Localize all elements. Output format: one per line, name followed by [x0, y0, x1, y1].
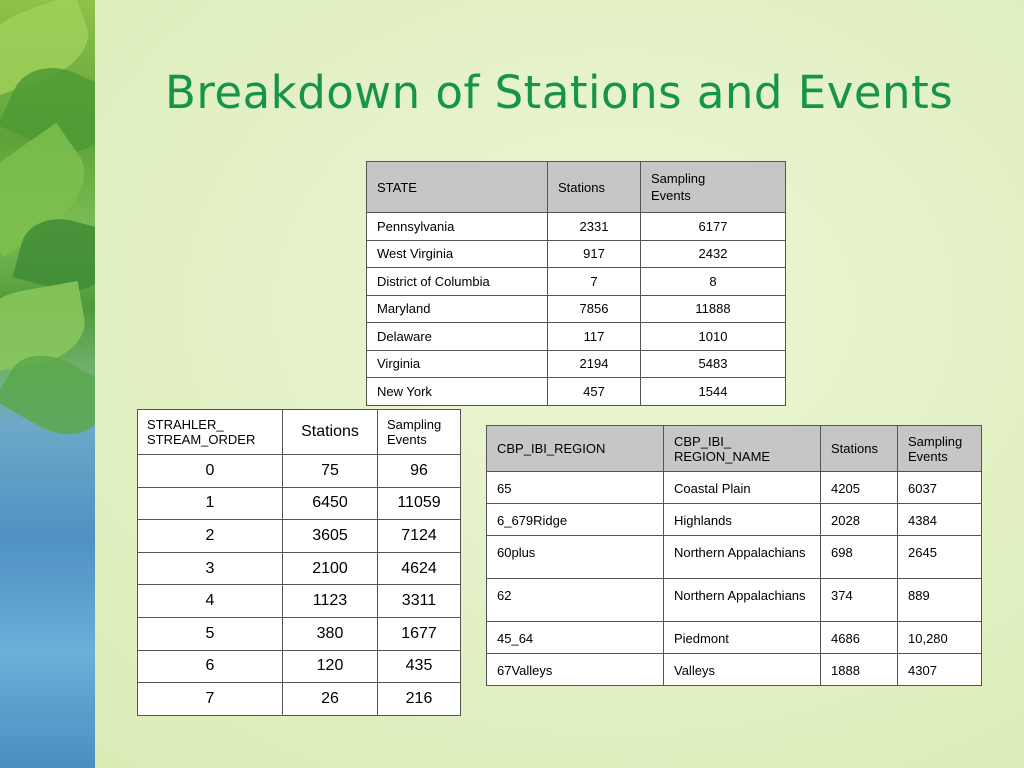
state-table	[366, 161, 786, 406]
order-cell: 3	[138, 552, 283, 585]
events-cell: 1677	[378, 617, 461, 650]
table-row	[138, 520, 461, 553]
region-name-cell: Northern Appalachians	[664, 536, 821, 579]
state-cell: Virginia	[367, 350, 548, 378]
region-cell: 6_679Ridge	[487, 504, 664, 536]
stations-cell: 75	[283, 455, 378, 488]
events-cell: 6037	[898, 472, 982, 504]
order-cell: 4	[138, 585, 283, 618]
table-header-row	[138, 410, 461, 455]
table-row	[138, 552, 461, 585]
events-cell: 435	[378, 650, 461, 683]
order-cell: 5	[138, 617, 283, 650]
stations-cell: 7856	[548, 295, 641, 323]
cbp-ibi-region-table	[486, 425, 982, 686]
stations-cell: 4686	[821, 622, 898, 654]
events-cell: 2432	[641, 240, 786, 268]
table-row	[138, 617, 461, 650]
events-cell: 2645	[898, 536, 982, 579]
table-row	[487, 622, 982, 654]
stations-cell: 26	[283, 683, 378, 716]
stations-cell: 457	[548, 378, 641, 406]
state-cell: New York	[367, 378, 548, 406]
stations-cell: 2028	[821, 504, 898, 536]
table-row	[367, 350, 786, 378]
table-row	[138, 683, 461, 716]
state-cell: Pennsylvania	[367, 213, 548, 241]
column-header-stations: Stations	[821, 426, 898, 472]
state-cell: Maryland	[367, 295, 548, 323]
stations-cell: 374	[821, 579, 898, 622]
events-cell: 4384	[898, 504, 982, 536]
events-cell: 4307	[898, 654, 982, 686]
order-cell: 6	[138, 650, 283, 683]
column-header-strahler-stream-order: STRAHLER_ STREAM_ORDER	[138, 410, 283, 455]
region-cell: 60plus	[487, 536, 664, 579]
order-cell: 7	[138, 683, 283, 716]
events-cell: 96	[378, 455, 461, 488]
region-cell: 45_64	[487, 622, 664, 654]
region-name-cell: Valleys	[664, 654, 821, 686]
events-cell: 1544	[641, 378, 786, 406]
stations-cell: 698	[821, 536, 898, 579]
table-row	[367, 378, 786, 406]
column-header-stations: Stations	[283, 410, 378, 455]
table-row	[367, 323, 786, 351]
stations-cell: 3605	[283, 520, 378, 553]
table-row	[138, 487, 461, 520]
table-row	[138, 585, 461, 618]
order-cell: 2	[138, 520, 283, 553]
events-cell: 10,280	[898, 622, 982, 654]
region-name-cell: Piedmont	[664, 622, 821, 654]
stations-cell: 4205	[821, 472, 898, 504]
slide-title: Breakdown of Stations and Events	[165, 66, 954, 119]
stations-cell: 2194	[548, 350, 641, 378]
decorative-leaf-water-strip	[0, 0, 95, 768]
table-header-row	[487, 426, 982, 472]
region-name-cell: Highlands	[664, 504, 821, 536]
table-row	[367, 268, 786, 296]
events-cell: 8	[641, 268, 786, 296]
events-cell: 11059	[378, 487, 461, 520]
table-row	[487, 579, 982, 622]
table-row	[367, 295, 786, 323]
stations-cell: 117	[548, 323, 641, 351]
column-header-region: CBP_IBI_REGION	[487, 426, 664, 472]
column-header-state: STATE	[367, 162, 548, 213]
stations-cell: 917	[548, 240, 641, 268]
region-name-cell: Coastal Plain	[664, 472, 821, 504]
stations-cell: 1888	[821, 654, 898, 686]
table-row	[367, 213, 786, 241]
events-cell: 216	[378, 683, 461, 716]
strahler-stream-order-table	[137, 409, 461, 716]
column-header-region-name: CBP_IBI_ REGION_NAME	[664, 426, 821, 472]
state-cell: West Virginia	[367, 240, 548, 268]
state-cell: District of Columbia	[367, 268, 548, 296]
table-header-row	[367, 162, 786, 213]
events-cell: 11888	[641, 295, 786, 323]
table-row	[487, 536, 982, 579]
region-cell: 67Valleys	[487, 654, 664, 686]
events-cell: 889	[898, 579, 982, 622]
events-cell: 7124	[378, 520, 461, 553]
stations-cell: 2100	[283, 552, 378, 585]
state-cell: Delaware	[367, 323, 548, 351]
events-cell: 1010	[641, 323, 786, 351]
table-row	[138, 650, 461, 683]
stations-cell: 380	[283, 617, 378, 650]
column-header-sampling-events: Sampling Events	[641, 162, 786, 213]
events-cell: 3311	[378, 585, 461, 618]
stations-cell: 7	[548, 268, 641, 296]
stations-cell: 120	[283, 650, 378, 683]
column-header-sampling-events: Sampling Events	[378, 410, 461, 455]
order-cell: 0	[138, 455, 283, 488]
events-cell: 4624	[378, 552, 461, 585]
events-cell: 5483	[641, 350, 786, 378]
table-row	[487, 654, 982, 686]
stations-cell: 2331	[548, 213, 641, 241]
column-header-stations: Stations	[548, 162, 641, 213]
stations-cell: 6450	[283, 487, 378, 520]
region-name-cell: Northern Appalachians	[664, 579, 821, 622]
table-row	[138, 455, 461, 488]
table-row	[487, 504, 982, 536]
table-row	[487, 472, 982, 504]
table-row	[367, 240, 786, 268]
column-header-sampling-events: Sampling Events	[898, 426, 982, 472]
region-cell: 65	[487, 472, 664, 504]
events-cell: 6177	[641, 213, 786, 241]
order-cell: 1	[138, 487, 283, 520]
stations-cell: 1123	[283, 585, 378, 618]
region-cell: 62	[487, 579, 664, 622]
